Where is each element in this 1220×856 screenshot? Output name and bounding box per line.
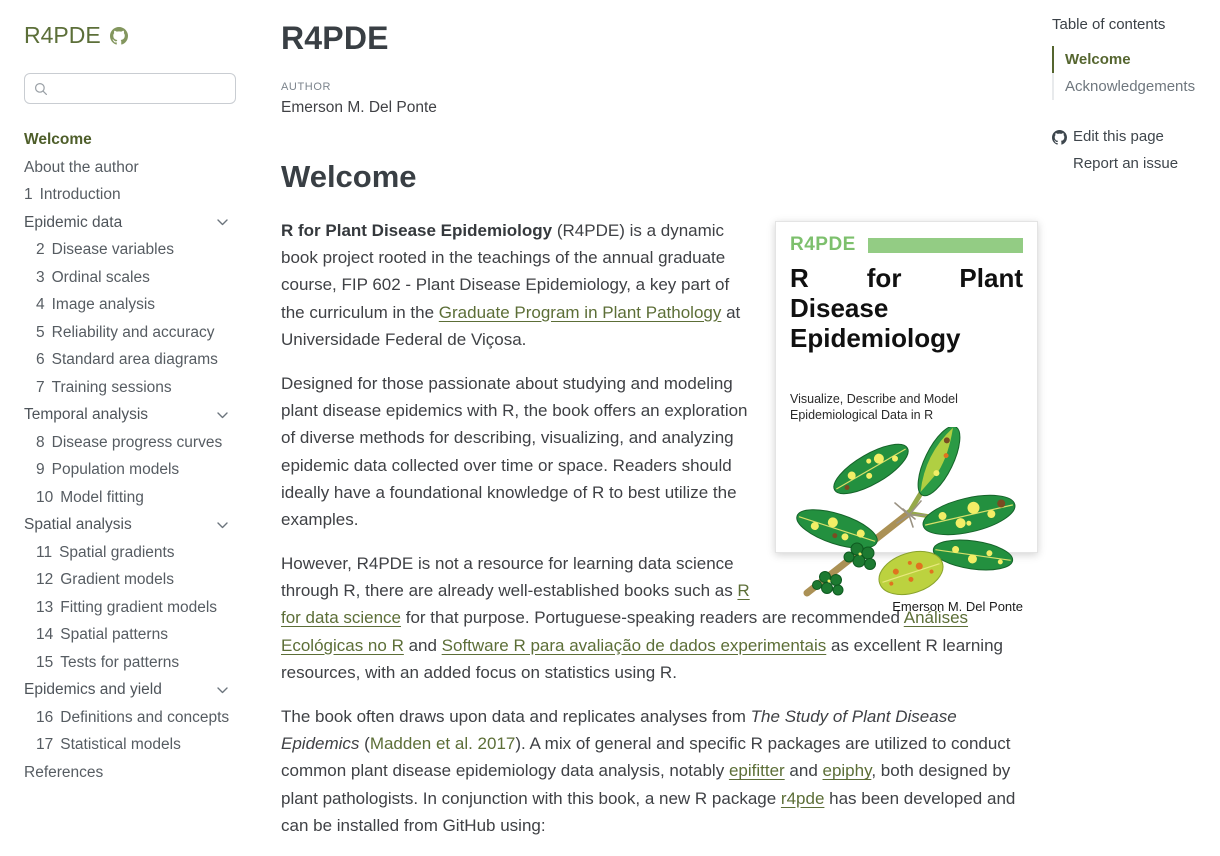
cover-title: R for Plant Disease Epidemiology [790, 263, 1023, 353]
section-label: Temporal analysis [24, 406, 149, 423]
chevron-down-icon [217, 219, 228, 226]
nav-link-disease-variables[interactable] [36, 241, 242, 259]
nav-item-progress-curves [24, 434, 242, 452]
body-text: However, R4PDE is not a resource for learning data science through R, there are already well-established books such as [281, 554, 738, 601]
nav-item-welcome [24, 131, 242, 149]
nav-label: Training sessions [51, 378, 172, 396]
toc-item-acknowledgements [1052, 73, 1210, 100]
chapter-number: 7 [36, 378, 45, 396]
nav-link-progress-curves[interactable] [36, 434, 242, 452]
nav-item-references [24, 764, 242, 782]
link-citation-madden[interactable]: Madden et al. 2017 [369, 734, 516, 754]
nav-link-spatial-gradients[interactable] [36, 544, 242, 562]
search-input[interactable] [54, 81, 226, 97]
github-icon [110, 27, 128, 45]
nav-section-temporal-analysis[interactable] [24, 406, 242, 424]
chapter-number: 2 [36, 241, 45, 258]
nav-link-statistical-models[interactable] [36, 736, 242, 754]
nav-item-fitting-gradient [24, 599, 242, 617]
nav-link-image-analysis[interactable] [36, 296, 242, 314]
sidebar-brand [24, 22, 242, 49]
nav-link-spatial-patterns[interactable] [36, 626, 242, 644]
toc-page-links [1052, 128, 1210, 173]
nav-item-spatial-gradients [24, 544, 242, 562]
nav-item-spatial-patterns [24, 626, 242, 644]
cover-brand: R4PDE [790, 234, 856, 255]
body-text: The book often draws upon data and replicates analyses from [281, 707, 751, 726]
chapter-number: 17 [36, 736, 54, 753]
chapter-number: 3 [36, 268, 45, 286]
chapter-number: 4 [36, 296, 45, 313]
nav-item-disease-variables [24, 241, 242, 259]
nav-item-tests-patterns [24, 654, 242, 672]
page-title: R4PDE [281, 20, 389, 56]
chevron-down-icon [217, 522, 228, 529]
bold-text: R for Plant Disease Epidemiology [281, 221, 553, 240]
github-icon [1052, 130, 1067, 145]
toc-title: Table of contents [1052, 16, 1166, 33]
link-epifitter[interactable]: epifitter [728, 761, 785, 781]
nav-link-ordinal-scales[interactable] [36, 269, 242, 287]
chevron-down-icon [217, 412, 228, 419]
nav-item-introduction [24, 186, 242, 204]
nav-link-reliability[interactable] [36, 324, 242, 342]
nav-link-welcome[interactable]: Welcome [24, 131, 92, 148]
report-an-issue-link[interactable] [1052, 155, 1210, 173]
cover-header [790, 234, 1023, 256]
nav-item-standard-area [24, 351, 242, 369]
report-an-issue-label: Report an issue [1073, 155, 1179, 172]
nav-item-ordinal-scales [24, 269, 242, 287]
toc-list [1052, 46, 1210, 100]
sidebar-title-link[interactable]: R4PDE [24, 22, 101, 48]
edit-this-page-link[interactable] [1052, 128, 1210, 146]
nav-label: Model fitting [60, 488, 144, 506]
nav-link-introduction[interactable] [24, 186, 242, 204]
toc-item-welcome [1052, 46, 1210, 73]
chapter-number: 15 [36, 653, 54, 671]
nav-item-statistical-models [24, 736, 242, 754]
chapter-number: 6 [36, 351, 45, 368]
nav-label: Ordinal scales [51, 268, 150, 286]
cover-green-bar [868, 238, 1023, 253]
nav-label: Statistical models [60, 736, 181, 753]
nav-label: Reliability and accuracy [51, 323, 215, 341]
nav-item-reliability [24, 324, 242, 342]
toc-link-acknowledgements[interactable]: Acknowledgements [1065, 78, 1196, 95]
chapter-number: 9 [36, 461, 45, 478]
body-text: and [403, 635, 442, 655]
nav-label: Image analysis [51, 296, 156, 313]
nav-label: Introduction [39, 186, 121, 203]
nav-label: Disease variables [51, 241, 174, 258]
italic-book-title: The Study of Plant Disease Epidemics [281, 707, 957, 754]
author-name: Emerson M. Del Ponte [281, 99, 437, 116]
body-text: at Universidade Federal de Viçosa. [281, 302, 741, 349]
nav-label: Gradient models [60, 571, 174, 588]
chapter-number: 13 [36, 598, 54, 616]
body-text: ( [359, 734, 370, 754]
nav-link-standard-area[interactable] [36, 351, 242, 369]
section-label: Spatial analysis [24, 516, 132, 533]
table-of-contents [1052, 0, 1220, 856]
nav-label: Population models [51, 461, 180, 478]
nav-link-training[interactable] [36, 379, 242, 397]
book-cover-image [775, 221, 1038, 615]
nav-item-model-fitting [24, 489, 242, 507]
body-text: ). A mix of general and specific R packages are utilized to conduct common plant disease epidemiology data analysis, notably [281, 734, 1011, 781]
nav-label: Tests for patterns [60, 653, 180, 671]
chapter-number: 16 [36, 708, 54, 726]
nav-label: Spatial patterns [60, 626, 168, 643]
nav-link-fitting-gradient[interactable] [36, 599, 242, 617]
nav-item-definitions [24, 709, 242, 727]
nav-item-image-analysis [24, 296, 242, 314]
nav-label: Definitions and concepts [60, 708, 230, 726]
body-text: (R4PDE) is a dynamic book project rooted in the teachings of the annual graduate course, FIP 602 - Plant Disease Epidemiology, a key part of the curriculum in the [281, 221, 730, 322]
nav-item-population-models [24, 461, 242, 479]
nav-link-about[interactable]: About the author [24, 158, 139, 176]
toc-link-welcome[interactable]: Welcome [1065, 51, 1131, 68]
diseased-plant-illustration [793, 427, 1021, 599]
chapter-number: 5 [36, 323, 45, 341]
chapter-number: 1 [24, 186, 33, 203]
cover-author: Emerson M. Del Ponte [892, 599, 1023, 615]
body-text: and [784, 761, 823, 781]
nav-label: Spatial gradients [59, 543, 175, 561]
link-graduate-program[interactable]: Graduate Program in Plant Pathology [438, 302, 722, 322]
nav-section-epidemic-data[interactable] [24, 214, 242, 232]
search-icon [34, 82, 48, 96]
chevron-down-icon [217, 687, 228, 694]
paragraph-4 [281, 703, 1038, 839]
body-text: has been developed and can be installed from GitHub using: [281, 788, 1016, 835]
nav-link-references[interactable]: References [24, 763, 104, 781]
nav-item-training [24, 379, 242, 397]
link-analises-ecologicas[interactable]: Análises Ecológicas no R [281, 608, 969, 655]
search-box[interactable] [24, 73, 236, 104]
section-label: Epidemics and yield [24, 681, 162, 698]
nav-item-gradient-models [24, 571, 242, 589]
nav-link-gradient-models[interactable] [36, 571, 242, 589]
body-text: Designed for those passionate about studying and modeling plant disease epidemics with R, the book offers an exploration of diverse methods for describing, visualizing, and analyzing epidemic data collected over time or space. Readers should ideally have a foundational knowledge of R to best utilize the examples. [281, 373, 748, 529]
link-epiphy[interactable]: epiphy [822, 761, 872, 781]
nav-label: Fitting gradient models [60, 598, 218, 616]
link-r4pde-package[interactable]: r4pde [780, 788, 825, 808]
body-text: for that purpose. Portuguese-speaking readers are recommended [401, 608, 904, 628]
nav-label: Standard area diagrams [51, 351, 218, 368]
edit-this-page-label: Edit this page [1073, 128, 1164, 145]
nav-section-epidemics-yield[interactable] [24, 681, 242, 699]
nav-section-spatial-analysis[interactable] [24, 516, 242, 534]
body-text: as excellent R learning resources, with an added focus on statistics using R. [281, 635, 1003, 682]
sidebar [0, 0, 260, 856]
author-label: AUTHOR [281, 81, 332, 93]
nav-label: Disease progress curves [51, 433, 223, 451]
body-text: , both designed by plant pathologists. In conjunction with this book, a new R package [281, 761, 1011, 808]
section-heading-welcome: Welcome [281, 159, 417, 194]
link-r-for-data-science[interactable]: R for data science [281, 581, 750, 628]
nav-link-definitions[interactable] [36, 709, 242, 727]
cover-subtitle: Visualize, Describe and Model Epidemiological Data in R [790, 391, 958, 422]
chapter-number: 12 [36, 571, 54, 588]
nav-link-tests-patterns[interactable] [36, 654, 242, 672]
chapter-number: 10 [36, 488, 54, 506]
chapter-number: 11 [36, 543, 53, 561]
sidebar-nav [24, 131, 242, 782]
chapter-number: 14 [36, 626, 54, 643]
nav-link-model-fitting[interactable] [36, 489, 242, 507]
nav-link-population-models[interactable] [36, 461, 242, 479]
chapter-number: 8 [36, 433, 45, 451]
section-label: Epidemic data [24, 213, 123, 231]
nav-item-about [24, 159, 242, 177]
link-software-r[interactable]: Software R para avaliação de dados experimentais [441, 635, 827, 655]
main-content [260, 0, 1052, 856]
github-link[interactable] [110, 27, 128, 45]
